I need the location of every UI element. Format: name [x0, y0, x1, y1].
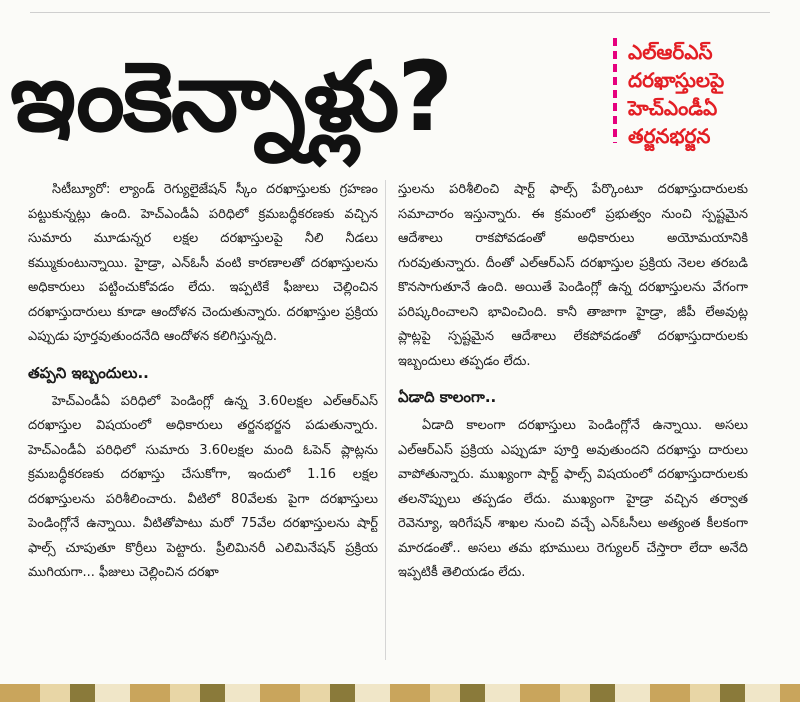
section-heading: ఏడాది కాలంగా..	[398, 388, 497, 406]
subhead	[628, 38, 793, 150]
top-rule	[30, 12, 770, 13]
section-heading: తప్పని ఇబ్బందులు..	[28, 363, 149, 382]
intro-paragraph: సిటీబ్యూరో: ల్యాండ్ రెగ్యులైజేషన్ స్కీం దరఖాస్తులకు గ్రహణం పట్టుకున్నట్లు ఉంది. హెచ్ఎండీఏ పరిధిలో క్రమబద్ధీకరణకు వచ్చిన సుమారు మూడున్నర లక్షల దరఖాస్తులపై నీలి నీడలు కమ్ముకుంటున్నాయి. హైడ్రా, ఎన్ఓసీ వంటి కారణాలతో దరఖాస్తులను అధికారులు పట్టించుకోవడం లేదు. ఇప్పటికే ఫీజులు చెల్లించిన దరఖాస్తుదారులు కూడా ఆందోళన చెందుతున్నారు. దరఖాస్తుల ప్రక్రియ ఎప్పుడు పూర్తవుతుందనేది ఆందోళన కలిగిస్తున్నది.	[28, 182, 378, 344]
subhead-divider	[613, 38, 617, 143]
subhead-line: దరఖాస్తులపై	[628, 68, 725, 92]
right-column	[398, 178, 748, 586]
left-column	[28, 178, 378, 586]
column-divider	[385, 180, 386, 660]
body-paragraph: హెచ్ఎండీఏ పరిధిలో పెండింగ్లో ఉన్న 3.60లక్షల ఎల్ఆర్ఎస్ దరఖాస్తుల విషయంలో అధికారులు తర్జనభర్జన పడుతున్నారు. హెచ్ఎండీఏ పరిధిలో సుమారు 3.60లక్షల మంది ఓపెన్ ప్లాట్లను క్రమబద్ధీకరణకు దరఖాస్తు చేసుకోగా, ఇందులో 1.16 లక్షల దరఖాస్తులను పరిశీలించారు. వీటిలో 80వేలకు పైగా దరఖాస్తులు పెండింగ్లోనే ఉన్నాయి. వీటితోపాటు మరో 75వేల దరఖాస్తులను షార్ట్ ఫాల్స్ చూపుతూ కొర్రీలు పెట్టారు. ప్రీలిమినరీ ఎలిమినేషన్ ప్రక్రియ ముగియగా... ఫీజులు చెల్లించిన దరఖా	[28, 393, 378, 580]
body-paragraph: ఏడాది కాలంగా దరఖాస్తులు పెండింగ్లోనే ఉన్నాయి. అసలు ఎల్ఆర్ఎస్ ప్రక్రియ ఎప్పుడూ పూర్తి అవుతుందని దరఖాస్తు దారులు వాపోతున్నారు. ముఖ్యంగా షార్ట్ ఫాల్స్ విషయంలో దరఖాస్తుదారులకు తలనొప్పులు తప్పడం లేదు. ముఖ్యంగా హైడ్రా వచ్చిన తర్వాత రెవెన్యూ, ఇరిగేషన్ శాఖల నుంచి వచ్చే ఎన్ఓసీలు అత్యంత కీలకంగా మారడంతో.. అసలు తమ భూములు రెగ్యులర్ చేస్తారా లేదా అనేది ఇప్పటికీ తెలియడం లేదు.	[398, 418, 748, 580]
subhead-line: హెచ్ఎండీఏ	[628, 96, 718, 120]
bottom-image-strip	[0, 684, 800, 702]
continued-paragraph: స్తులను పరిశీలించి షార్ట్ ఫాల్స్ పేర్కొంటూ దరఖాస్తుదారులకు సమాచారం ఇస్తున్నారు. ఈ క్రమంలో ప్రభుత్వం నుంచి స్పష్టమైన ఆదేశాలు రాకపోవడంతో అధికారులు అయోమయానికి గురవుతున్నారు. దీంతో ఎల్ఆర్ఎస్ దరఖాస్తుల ప్రక్రియ నెలల తరబడి కొనసాగుతూనే ఉంది. అయితే పెండింగ్లో ఉన్న దరఖాస్తులను వేగంగా పరిష్కరించాలని భావించింది. కానీ తాజాగా హైడ్రా, జీపీ లేఅవుట్ల ప్లాట్లపై స్పష్టమైన ఆదేశాలు లేకపోవడంతో దరఖాస్తుదారులకు ఇబ్బందులు తప్పడం లేదు.	[398, 182, 748, 369]
headline: ఇంకెన్నాళ్లు?	[10, 41, 452, 153]
subhead-line: తర్జనభర్జన	[628, 124, 711, 148]
subhead-line: ఎల్ఆర్ఎస్	[628, 40, 713, 64]
